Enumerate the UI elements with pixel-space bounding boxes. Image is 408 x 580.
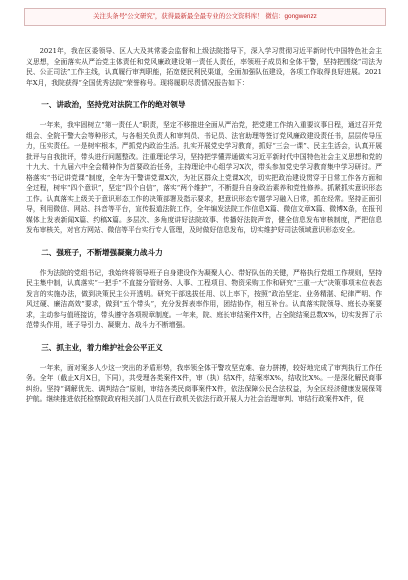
promo-banner — [24, 8, 386, 26]
section-1-paragraph: 一年来，我牢固树立“第一责任人”职责，坚定不移推进全面从严治党，把党建工作纳入重要议事日程，通过召开党组会、全院干警大会等种形式，与各相关负责人和审判员、书记员、法官助理等签订党风廉政建设责任书，层层传导压力，压实责任。一是树牢根本，严抓党内政治生活。扎实开展党史学习教育，抓好“三会一课”、民主生活会，认真开展批评与自我批评，带头进行问题整改。注重理论学习，坚持把学懂弄通做实习近平新时代中国特色社会主义思想和党的十九大、十九届六中全会精神作为首要政治任务，主持理论中心组学习X次，带头参加党史学习教育集中学习研讨。严格落实“书记讲党课”制度，全年为干警讲党课X次，为社区群众上党课X次，切实把政治建设贯穿于日常工作各方面和全过程，树牢“四个意识”，坚定“四个自信”，落实“两个维护”，不断提升自身政治素养和党性修养。抓紧抓实意识形态工作。认真落实上级关于意识形态工作的决策部署及指示要求，把意识形态专题学习融入日常，抓在经常。坚持正面引导，利用微信、网站、抖音等平台，宣传报道法院工作，全年编发法院工作信息X篇、微信文章X篇、微博X条，在报刊媒体上发表新闻X篇、约稿X篇。多层次、多角度讲好法院故事、传播好法院声音，健全信息发布审核制度，严把信息发布审核关，对官方网站、微信等平台实行专人管理，及时做好信息发布，切实维护好司法领域意识形态安全。 — [26, 121, 382, 234]
intro-paragraph: 2021年，我在区委领导、区人大及其常委会监督和上级法院指导下，深入学习贯彻习近平新时代中国特色社会主义思想，全面落实从严治党主体责任和党风廉政建设第一责任人责任，率领班子成员和全体干警，坚持把围绕“司法为民、公正司法”工作主线，认真履行审判职能，拓宽便民利民渠道，全面加强队伍建设，各项工作取得良好进展。2021年X月，我院获得“全国优秀法院”荣誉称号。现将履职尽责情况报告如下： — [26, 47, 382, 87]
document-body — [26, 46, 382, 405]
section-heading-2: 二、强班子，不断增强凝聚力战斗力 — [41, 247, 163, 257]
section-3-paragraph: 一年来，面对案多人少这一突出的矛盾形势，我率领全体干警攻坚克难、奋力拼搏，较好地完成了审判执行工作任务。全年（截止X月X日，下同），共受理各类案件X件，审（执）结X件，结案率X%，结收比X%。一是深化解民商事纠纷。坚持“调解优先、调判结合”原则，审结各类民商事案件X件，依法保障公民合法权益，为全区经济健康发展保驾护航。继续推进依托检察院政府相关部门人员在行政机关依法行政开展人力社会治理审判、审结行政案件X件，促 — [26, 363, 382, 403]
promo-banner-text: 关注头条号“公文研究”，获得最新最全最专业的公文资料库！ 微信：gongwenzz — [93, 13, 317, 20]
section-heading-3: 三、抓主业，着力维护社会公平正义 — [41, 342, 163, 352]
section-heading-1: 一、讲政治，坚持党对法院工作的绝对领导 — [41, 100, 186, 109]
section-2-paragraph: 作为法院的党组书记，我始终将领导班子自身建设作为凝聚人心、带好队伍的关键，严格执行党组工作规则，坚持民主集中制，认真落实“一把手”不直接分管财务、人事、工程项目、物资采购工作和研究“三重一大”决策事项末位表态发言的实施办法，做到决策民主公开透明。研究干部选拔任用、以上率下，按照“政治坚定、业务精湛、纪律严明、作风过硬、廉洁高效”要求，做到“五个带头”，充分发挥表率作用，团结协作，相互补台。认真落实院领导、庭长办案要求，主动参与值班接访，带头遵守各项规章制度。一年来，院、庭长审结案件X件，占全院结案总数X%，切实发挥了示范带头作用，班子导引力、凝聚力、战斗力不断增强。 — [26, 268, 382, 329]
